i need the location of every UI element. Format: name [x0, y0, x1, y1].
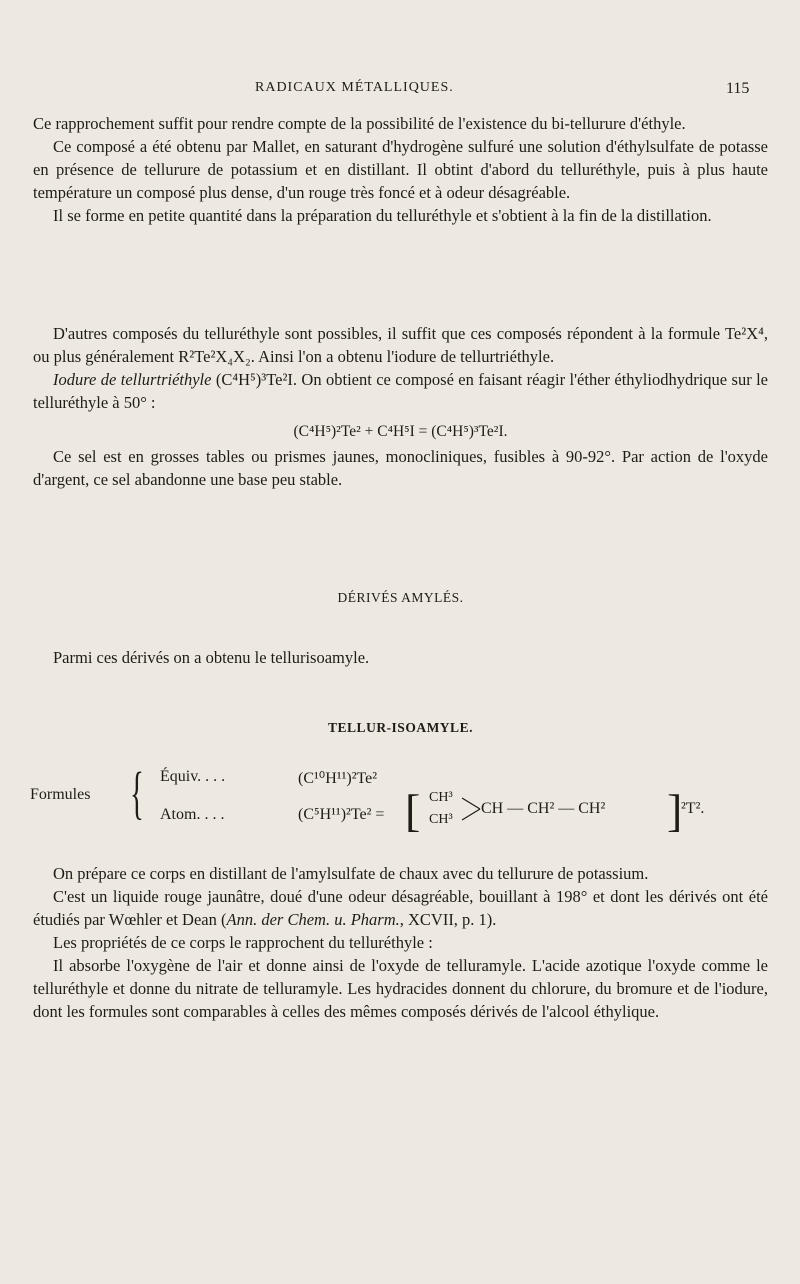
paragraph-8: On prépare ce corps en distillant de l'amylsulfate de chaux avec du tellurure de potassium.	[53, 864, 649, 883]
section-heading-block	[33, 586, 768, 609]
equiv-label: Équiv. . . .	[160, 768, 226, 785]
body-amyl	[33, 646, 768, 669]
equiv-formula: (C¹⁰H¹¹)²Te²	[298, 770, 378, 787]
paragraph-5	[33, 368, 768, 414]
paragraph-3: Il se forme en petite quantité dans la préparation du telluréthyle et s'obtient à la fin de la distillation.	[53, 206, 712, 225]
formulas-block	[30, 762, 770, 842]
running-header	[0, 80, 800, 104]
sub-heading: TELLUR-ISOAMYLE.	[328, 720, 473, 735]
formula-tail: ²T².	[681, 800, 705, 817]
journal-reference: Ann. der Chem. u. Pharm.	[226, 910, 400, 929]
equation: (C⁴H⁵)²Te² + C⁴H⁵I = (C⁴H⁵)³Te²I.	[293, 423, 508, 440]
body-bottom	[33, 862, 768, 1023]
carbon-chain: CH — CH² — CH²	[481, 800, 606, 817]
paragraph-2: Ce composé a été obtenu par Mallet, en saturant d'hydrogène sulfuré une solution d'éthylsulfate de potasse en présence de tellurure de potassium et en distillant. Il obtint d'abord du telluréthyle, puis à plus haute température un composé plus dense, d'un rouge très foncé et à odeur désagréable.	[33, 137, 768, 202]
paragraph-9-text-a: C'est un liquide rouge jaunâtre, doué d'une odeur désagréable, bouillant à 198° et dont les dérivés ont été étudiés par Wœhler et Dean (	[33, 887, 768, 929]
paragraph-9	[33, 885, 768, 931]
brace-symbol: {	[130, 760, 144, 825]
paragraph-5-text: (C⁴H⁵)³Te²I. On obtient ce composé en faisant réagir l'éther éthyliodhydrique sur le telluréthyle à 50° :	[33, 370, 768, 412]
atom-formula: (C⁵H¹¹)²Te² =	[298, 806, 385, 823]
page-number: 115	[726, 80, 750, 97]
running-title: RADICAUX MÉTALLIQUES.	[255, 80, 454, 95]
right-bracket: ]	[667, 785, 683, 836]
methyl-top: CH³	[429, 790, 453, 805]
paragraph-9-text-b: , XCVII, p. 1).	[399, 910, 497, 929]
sub-heading-block	[33, 716, 768, 739]
left-bracket: [	[405, 785, 421, 836]
body-middle	[33, 322, 768, 491]
section-heading: DÉRIVÉS AMYLÉS.	[337, 590, 464, 605]
bond-lines	[460, 792, 482, 826]
methyl-bottom: CH³	[429, 812, 453, 827]
paragraph-10: Les propriétés de ce corps le rapprochent du telluréthyle :	[53, 933, 433, 952]
atom-label: Atom. . . .	[160, 806, 225, 823]
paragraph-11: Il absorbe l'oxygène de l'air et donne ainsi de l'oxyde de telluramyle. L'acide azotique l'oxyde comme le telluréthyle et donne du nitrate de telluramyle. Les hydracides donnent du chlorure, du bromure et de l'iodure, dont les formules sont comparables à celles des mêmes composés dérivés de l'alcool éthylique.	[33, 956, 768, 1021]
paragraph-1: Ce rapprochement suffit pour rendre compte de la possibilité de l'existence du bi-tellurure d'éthyle.	[33, 114, 686, 133]
paragraph-6: Ce sel est en grosses tables ou prismes jaunes, monocliniques, fusibles à 90-92°. Par action de l'oxyde d'argent, ce sel abandonne une base peu stable.	[33, 447, 768, 489]
paragraph-4: D'autres composés du telluréthyle sont possibles, il suffit que ces composés répondent à la formule Te²X⁴, ou plus généralement R²Te²X₄X₂. Ainsi l'on a obtenu l'iodure de tellurtriéthyle.	[33, 324, 768, 366]
compound-name: Iodure de tellurtriéthyle	[53, 370, 212, 389]
body-top	[33, 112, 768, 227]
structural-formula	[405, 785, 705, 838]
formulas-label: Formules	[30, 786, 91, 803]
paragraph-7: Parmi ces dérivés on a obtenu le tellurisoamyle.	[53, 648, 370, 667]
